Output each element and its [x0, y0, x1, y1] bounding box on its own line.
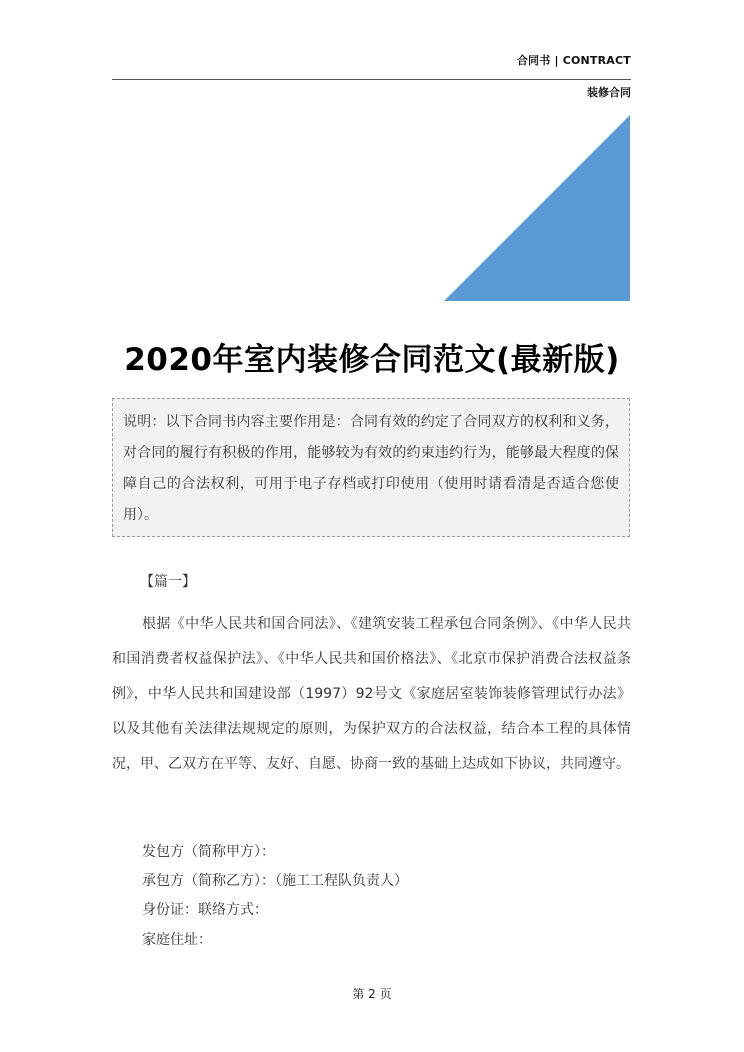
field-party-b: 承包方（简称乙方）：（施工工程队负责人） [142, 873, 408, 889]
header-top-label: 合同书 | CONTRACT [516, 54, 631, 67]
document-title: 2020年室内装修合同范文(最新版) [124, 342, 620, 378]
note-box: 说明：以下合同书内容主要作用是：合同有效的约定了合同双方的权利和义务，对合同的履行有积极的作用，能够较为有效的约束违约行为，能够最大程度的保障自己的合法权利，可用于电子存档或打印使用（使用时请看清是否适合您使用）。 [112, 398, 630, 537]
header-sub-label: 装修合同 [587, 86, 631, 99]
header-divider [112, 79, 631, 80]
field-id-contact: 身份证：联络方式： [142, 902, 268, 918]
field-party-a: 发包方（简称甲方）： [142, 844, 275, 860]
contract-paragraph: 根据《中华人民共和国合同法》、《建筑安装工程承包合同条例》、《中华人民共和国消费者权益保护法》、《中华人民共和国价格法》、《北京市保护消费合法权益条例》，中华人民共和国建设部（1997）92号文《家庭居室装饰装修管理试行办法》以及其他有关法律法规规定的原则，为保护双方的合法权益，结合本工程的具体情况，甲、乙双方在平等、友好、自愿、协商一致的基础上达成如下协议，共同遵守。 [112, 616, 631, 772]
field-home-address: 家庭住址： [142, 932, 212, 948]
decorative-triangle [444, 115, 630, 301]
page-number: 第 2 页 [352, 987, 392, 1001]
section-heading: 【篇一】 [140, 574, 196, 590]
